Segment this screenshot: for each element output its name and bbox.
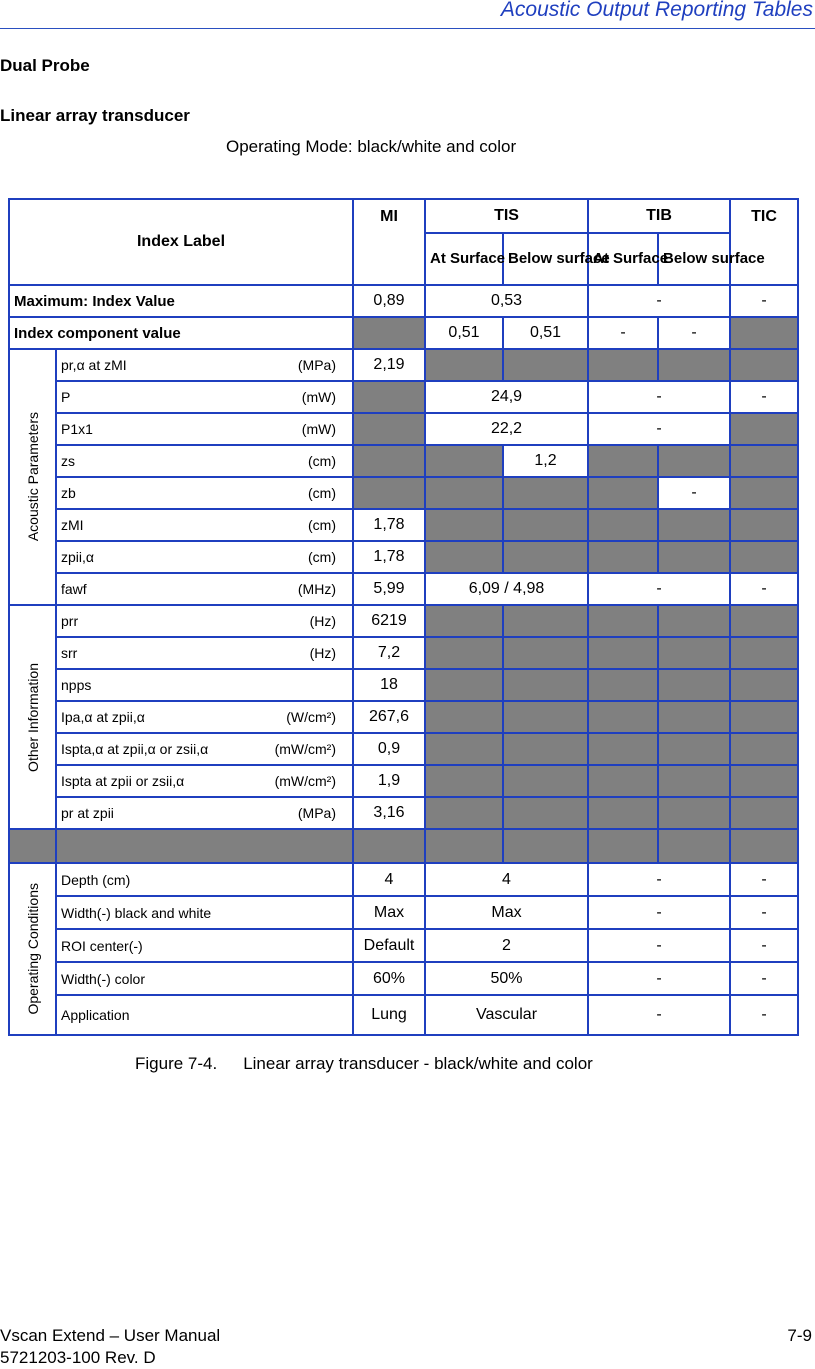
param-label: prr — [61, 613, 79, 629]
grey-cell — [425, 797, 503, 829]
width-color-tis: 50% — [425, 962, 588, 995]
width-color-tib: - — [588, 962, 730, 995]
width-bw-tic: - — [730, 896, 798, 929]
section-subtitle: Linear array transducer — [0, 106, 190, 125]
grey-cell — [503, 669, 588, 701]
application-mi: Lung — [353, 995, 425, 1035]
grey-cell — [503, 765, 588, 797]
zb-tib-below: - — [658, 477, 730, 509]
grey-cell — [425, 445, 503, 477]
grey-cell — [588, 797, 658, 829]
comp-tib-at: - — [588, 317, 658, 349]
roi-tic: - — [730, 929, 798, 962]
grey-cell — [425, 765, 503, 797]
grey-cell — [730, 765, 798, 797]
grey-cell — [503, 509, 588, 541]
width-bw-tis: Max — [425, 896, 588, 929]
component-label: Index component value — [9, 317, 353, 349]
grey-cell — [588, 477, 658, 509]
p1x1-tis: 22,2 — [425, 413, 588, 445]
footer-manual: Vscan Extend – User Manual — [0, 1326, 221, 1345]
npps-mi: 18 — [353, 669, 425, 701]
p-tib: - — [588, 381, 730, 413]
footer-part-number: 5721203-100 Rev. D — [0, 1348, 156, 1367]
grey-cell — [658, 605, 730, 637]
fawf-tib: - — [588, 573, 730, 605]
grey-cell — [353, 381, 425, 413]
comp-tis-at: 0,51 — [425, 317, 503, 349]
grey-cell — [425, 349, 503, 381]
roi-tis: 2 — [425, 929, 588, 962]
grey-cell — [730, 509, 798, 541]
tib-header: TIB — [588, 199, 730, 233]
acoustic-parameters-group: Acoustic Parameters — [9, 349, 56, 605]
grey-cell — [353, 445, 425, 477]
header-rule — [0, 28, 815, 29]
grey-cell — [730, 477, 798, 509]
grey-cell — [658, 637, 730, 669]
other-information-group: Other Information — [9, 605, 56, 829]
application-label: Application — [56, 995, 353, 1035]
mi-header: MI — [353, 199, 425, 285]
grey-cell — [658, 349, 730, 381]
index-label-header: Index Label — [9, 199, 353, 285]
grey-cell — [730, 829, 798, 863]
param-unit: (cm) — [308, 517, 336, 533]
fawf-tis: 6,09 / 4,98 — [425, 573, 588, 605]
section-title: Dual Probe — [0, 56, 90, 75]
ispta-a-mi: 0,9 — [353, 733, 425, 765]
operating-mode: Operating Mode: black/white and color — [226, 137, 517, 156]
zmi-mi: 1,78 — [353, 509, 425, 541]
grey-cell — [353, 477, 425, 509]
grey-cell — [730, 669, 798, 701]
param-unit: (MPa) — [297, 805, 336, 821]
grey-cell — [658, 669, 730, 701]
grey-cell — [503, 541, 588, 573]
grey-cell — [658, 733, 730, 765]
grey-cell — [503, 637, 588, 669]
zpii-mi: 1,78 — [353, 541, 425, 573]
p1x1-tib: - — [588, 413, 730, 445]
grey-cell — [730, 317, 798, 349]
param-unit: (Hz) — [309, 613, 336, 629]
grey-cell — [658, 445, 730, 477]
depth-mi: 4 — [353, 863, 425, 896]
running-header: Acoustic Output Reporting Tables — [500, 0, 813, 21]
param-unit: (mW/cm²) — [274, 741, 336, 757]
application-tis: Vascular — [425, 995, 588, 1035]
pr-mi: 2,19 — [353, 349, 425, 381]
grey-cell — [425, 605, 503, 637]
param-unit: (cm) — [308, 485, 336, 501]
ipa-mi: 267,6 — [353, 701, 425, 733]
tis-at-surface-header: At Surface — [425, 233, 503, 285]
grey-cell — [503, 701, 588, 733]
param-label: Ipa,α at zpii,α — [61, 709, 145, 725]
width-bw-label: Width(-) black and white — [56, 896, 353, 929]
param-label: Ispta,α at zpii,α or zsii,α — [61, 741, 209, 757]
comp-tis-below: 0,51 — [503, 317, 588, 349]
grey-cell — [730, 637, 798, 669]
grey-cell — [425, 477, 503, 509]
grey-cell — [425, 509, 503, 541]
param-label: fawf — [61, 581, 87, 597]
p-tic: - — [730, 381, 798, 413]
depth-label: Depth (cm) — [56, 863, 353, 896]
width-bw-tib: - — [588, 896, 730, 929]
depth-tic: - — [730, 863, 798, 896]
zs-tis-below: 1,2 — [503, 445, 588, 477]
grey-cell — [730, 349, 798, 381]
application-tic: - — [730, 995, 798, 1035]
grey-cell — [56, 829, 353, 863]
grey-cell — [730, 701, 798, 733]
grey-cell — [353, 413, 425, 445]
tis-below-surface-header: Below surface — [503, 233, 588, 285]
max-tic: - — [730, 285, 798, 317]
grey-cell — [503, 349, 588, 381]
grey-cell — [588, 669, 658, 701]
param-unit: (Hz) — [309, 645, 336, 661]
width-color-mi: 60% — [353, 962, 425, 995]
grey-cell — [588, 541, 658, 573]
grey-cell — [730, 541, 798, 573]
param-label: zs — [61, 453, 75, 469]
tib-below-surface-header: Below surface — [658, 233, 730, 285]
width-color-tic: - — [730, 962, 798, 995]
grey-cell — [425, 541, 503, 573]
roi-tib: - — [588, 929, 730, 962]
max-tib: - — [588, 285, 730, 317]
depth-tib: - — [588, 863, 730, 896]
grey-cell — [588, 701, 658, 733]
figure-number: Figure 7-4. — [135, 1054, 218, 1073]
max-tis: 0,53 — [425, 285, 588, 317]
grey-cell — [588, 605, 658, 637]
width-color-label: Width(-) color — [56, 962, 353, 995]
param-unit: (cm) — [308, 549, 336, 565]
application-tib: - — [588, 995, 730, 1035]
grey-cell — [658, 509, 730, 541]
param-label: srr — [61, 645, 78, 661]
grey-cell — [658, 765, 730, 797]
grey-cell — [425, 733, 503, 765]
param-label: P — [61, 389, 71, 405]
grey-cell — [588, 509, 658, 541]
grey-cell — [503, 797, 588, 829]
figure-text: Linear array transducer - black/white and color — [243, 1054, 593, 1073]
param-label: zpii,α — [61, 549, 94, 565]
param-label: zMI — [61, 517, 84, 533]
grey-cell — [425, 701, 503, 733]
param-unit: (cm) — [308, 453, 336, 469]
ispta-mi: 1,9 — [353, 765, 425, 797]
grey-cell — [588, 733, 658, 765]
grey-cell — [503, 829, 588, 863]
param-label: Ispta at zpii or zsii,α — [61, 773, 185, 789]
param-unit: (mW) — [301, 389, 336, 405]
depth-tis: 4 — [425, 863, 588, 896]
width-bw-mi: Max — [353, 896, 425, 929]
param-unit: (mW/cm²) — [274, 773, 336, 789]
param-label: P1x1 — [61, 421, 93, 437]
grey-cell — [730, 797, 798, 829]
roi-mi: Default — [353, 929, 425, 962]
grey-cell — [425, 829, 503, 863]
footer-page-number: 7-9 — [787, 1326, 812, 1345]
max-mi: 0,89 — [353, 285, 425, 317]
param-label: pr,α at zMI — [61, 357, 127, 373]
param-label: npps — [61, 677, 92, 693]
grey-cell — [503, 477, 588, 509]
grey-cell — [730, 733, 798, 765]
grey-cell — [503, 605, 588, 637]
grey-cell — [9, 829, 56, 863]
param-unit: (MPa) — [297, 357, 336, 373]
grey-cell — [588, 829, 658, 863]
roi-label: ROI center(-) — [56, 929, 353, 962]
grey-cell — [730, 413, 798, 445]
fawf-mi: 5,99 — [353, 573, 425, 605]
grey-cell — [730, 445, 798, 477]
param-label: pr at zpii — [61, 805, 114, 821]
grey-cell — [658, 797, 730, 829]
fawf-tic: - — [730, 573, 798, 605]
grey-cell — [658, 829, 730, 863]
tis-header: TIS — [425, 199, 588, 233]
param-unit: (mW) — [301, 421, 336, 437]
grey-cell — [588, 445, 658, 477]
prr-mi: 6219 — [353, 605, 425, 637]
grey-cell — [658, 701, 730, 733]
grey-cell — [353, 317, 425, 349]
grey-cell — [730, 605, 798, 637]
tib-at-surface-header: At Surface — [588, 233, 658, 285]
grey-cell — [588, 765, 658, 797]
grey-cell — [425, 637, 503, 669]
operating-conditions-group: Operating Conditions — [9, 863, 56, 1035]
param-unit: (MHz) — [297, 581, 336, 597]
p-tis: 24,9 — [425, 381, 588, 413]
grey-cell — [503, 733, 588, 765]
grey-cell — [588, 349, 658, 381]
grey-cell — [588, 637, 658, 669]
grey-cell — [425, 669, 503, 701]
tic-header: TIC — [730, 199, 798, 285]
pr-pii-mi: 3,16 — [353, 797, 425, 829]
srr-mi: 7,2 — [353, 637, 425, 669]
grey-cell — [658, 541, 730, 573]
param-label: zb — [61, 485, 76, 501]
max-index-label: Maximum: Index Value — [9, 285, 353, 317]
figure-caption — [135, 1054, 593, 1074]
param-unit: (W/cm²) — [286, 709, 336, 725]
grey-cell — [353, 829, 425, 863]
acoustic-output-table — [8, 198, 799, 1036]
comp-tib-below: - — [658, 317, 730, 349]
